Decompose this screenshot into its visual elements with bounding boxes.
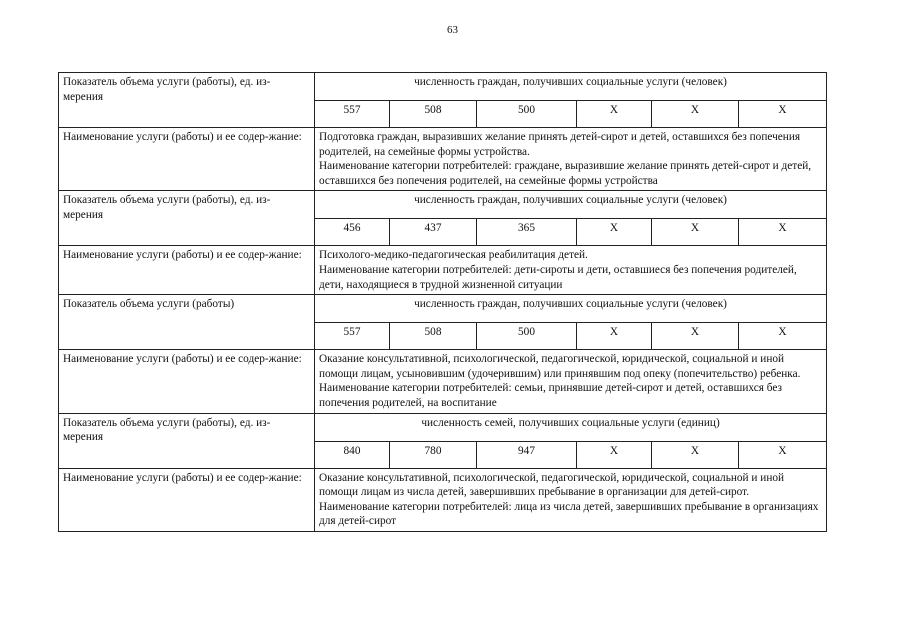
value-cell: 500	[477, 101, 577, 128]
value-cell: 557	[315, 323, 390, 350]
value-cell: 840	[315, 441, 390, 468]
indicator-name: численность семей, получивших социальные услуги (единиц)	[315, 413, 827, 441]
value-cell: 780	[390, 441, 477, 468]
value-cell: Х	[739, 323, 827, 350]
service-row	[59, 350, 827, 413]
indicator-name: численность граждан, получивших социальные услуги (человек)	[315, 73, 827, 101]
service-label: Наименование услуги (работы) и ее содер-жание:	[59, 128, 315, 191]
indicator-row	[59, 295, 827, 323]
value-cell: Х	[652, 101, 739, 128]
service-label: Наименование услуги (работы) и ее содер-жание:	[59, 246, 315, 295]
service-table	[58, 72, 827, 532]
value-cell: Х	[739, 219, 827, 246]
indicator-label: Показатель объема услуги (работы), ед. из-мерения	[59, 413, 315, 468]
value-cell: 508	[390, 101, 477, 128]
consumer-category: Наименование категории потребителей: лица из числа детей, завершивших пребывание в организациях для детей-сирот	[319, 500, 819, 528]
value-cell: Х	[739, 441, 827, 468]
indicator-label: Показатель объема услуги (работы), ед. из-мерения	[59, 191, 315, 246]
value-cell: Х	[652, 441, 739, 468]
consumer-category: Наименование категории потребителей: семьи, принявшие детей-сирот и детей, оставшихся без попечения родителей, на воспитание	[319, 382, 782, 409]
value-cell: 456	[315, 219, 390, 246]
value-cell: 508	[390, 323, 477, 350]
value-cell: Х	[739, 101, 827, 128]
value-cell: 557	[315, 101, 390, 128]
value-cell: 500	[477, 323, 577, 350]
service-text: Оказание консультативной, психологической, педагогической, юридической, социальной и иной помощи лицам из числа детей, завершивших пребывание в организации для детей-сирот.	[319, 471, 785, 499]
service-description	[315, 468, 827, 531]
service-description	[315, 350, 827, 413]
consumer-category: Наименование категории потребителей: граждане, выразившие желание принять детей-сирот и детей, оставшихся без попечения родителей, на семейные формы устройства	[319, 160, 812, 187]
indicator-label: Показатель объема услуги (работы), ед. из-мерения	[59, 73, 315, 128]
value-cell: Х	[577, 323, 652, 350]
consumer-category: Наименование категории потребителей: дети-сироты и дети, оставшиеся без попечения родителей, дети, находящиеся в трудной жизненной ситуации	[319, 263, 797, 291]
value-cell: Х	[652, 219, 739, 246]
service-description	[315, 128, 827, 191]
value-cell: Х	[577, 219, 652, 246]
indicator-row	[59, 191, 827, 219]
page-number: 63	[447, 24, 458, 36]
service-label: Наименование услуги (работы) и ее содер-жание:	[59, 350, 315, 413]
service-row	[59, 246, 827, 295]
service-row	[59, 468, 827, 531]
service-text: Подготовка граждан, выразивших желание принять детей-сирот и детей, оставшихся без попечения родителей, на семейные формы устройства.	[319, 131, 801, 158]
value-cell: Х	[577, 441, 652, 468]
service-text: Психолого-медико-педагогическая реабилитация детей.	[319, 249, 588, 262]
service-text: Оказание консультативной, психологической, педагогической, юридической, социальной и иной помощи лицам, усыновившим (удочерившим) или принявшим под опеку (попечительство) ребенка.	[319, 353, 801, 380]
service-row	[59, 128, 827, 191]
indicator-row	[59, 73, 827, 101]
service-description	[315, 246, 827, 295]
value-cell: 365	[477, 219, 577, 246]
service-label: Наименование услуги (работы) и ее содер-жание:	[59, 468, 315, 531]
value-cell: 437	[390, 219, 477, 246]
value-cell: 947	[477, 441, 577, 468]
value-cell: Х	[577, 101, 652, 128]
indicator-name: численность граждан, получивших социальные услуги (человек)	[315, 191, 827, 219]
indicator-label: Показатель объема услуги (работы)	[59, 295, 315, 350]
value-cell: Х	[652, 323, 739, 350]
indicator-row	[59, 413, 827, 441]
indicator-name: численность граждан, получивших социальные услуги (человек)	[315, 295, 827, 323]
